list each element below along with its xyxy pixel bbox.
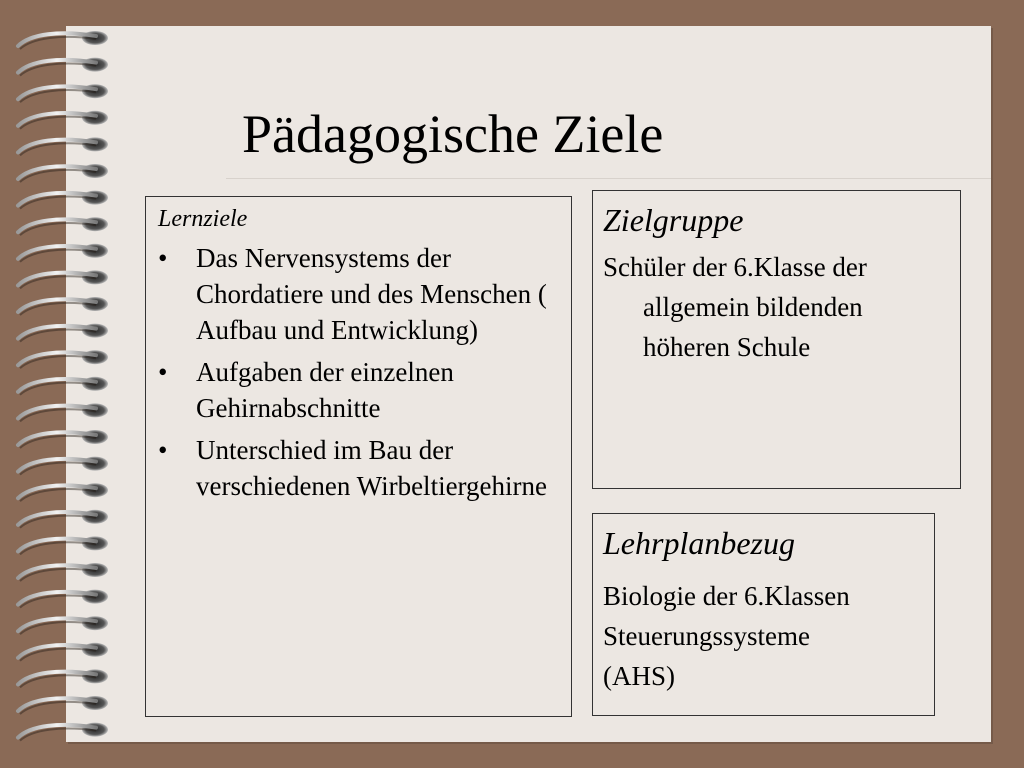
list-item bbox=[158, 240, 559, 348]
lehrplanbezug-box bbox=[592, 513, 935, 716]
binding-ring bbox=[18, 164, 108, 182]
binding-ring bbox=[18, 403, 108, 421]
page-title: Pädagogische Ziele bbox=[242, 104, 664, 164]
spiral-binding-icon bbox=[0, 8, 132, 748]
binding-ring bbox=[18, 590, 108, 608]
binding-ring bbox=[18, 191, 108, 209]
binding-ring bbox=[18, 563, 108, 581]
zielgruppe-text: Schüler der 6.Klasse der allgemein bildenden höheren Schule bbox=[603, 252, 867, 363]
bullet-icon: • bbox=[158, 242, 168, 273]
binding-ring bbox=[18, 58, 108, 76]
zielgruppe-heading: Zielgruppe bbox=[603, 202, 744, 238]
binding-ring bbox=[18, 457, 108, 475]
lehrplanbezug-line: Steuerungssysteme bbox=[603, 621, 810, 652]
binding-ring bbox=[18, 84, 108, 102]
binding-ring bbox=[18, 510, 108, 528]
bullet-icon: • bbox=[158, 356, 168, 387]
binding-ring bbox=[18, 324, 108, 342]
binding-ring bbox=[18, 137, 108, 155]
title-divider bbox=[226, 178, 991, 179]
lernziele-list bbox=[158, 240, 559, 504]
list-item bbox=[158, 354, 559, 426]
binding-ring bbox=[18, 377, 108, 395]
lehrplanbezug-line: (AHS) bbox=[603, 661, 675, 692]
lernziele-box bbox=[145, 196, 572, 717]
zielgruppe-box bbox=[592, 190, 961, 489]
binding-ring bbox=[18, 350, 108, 368]
binding-ring bbox=[18, 483, 108, 501]
binding-ring bbox=[18, 430, 108, 448]
binding-ring bbox=[18, 270, 108, 288]
binding-ring bbox=[18, 536, 108, 554]
list-item bbox=[158, 432, 559, 504]
notebook-page bbox=[66, 26, 991, 742]
lehrplanbezug-text bbox=[603, 576, 924, 696]
binding-ring bbox=[18, 111, 108, 129]
binding-ring bbox=[18, 31, 108, 49]
binding-ring bbox=[18, 616, 108, 634]
binding-ring bbox=[18, 723, 108, 741]
bullet-icon: • bbox=[158, 434, 168, 465]
binding-ring bbox=[18, 244, 108, 262]
binding-ring bbox=[18, 643, 108, 661]
binding-ring bbox=[18, 297, 108, 315]
binding-ring bbox=[18, 217, 108, 235]
list-item-text: Das Nervensystems der Chordatiere und des Menschen ( Aufbau und Entwicklung) bbox=[196, 242, 547, 345]
binding-ring bbox=[18, 669, 108, 687]
lehrplanbezug-line: Biologie der 6.Klassen bbox=[603, 581, 850, 612]
list-item-text: Unterschied im Bau der verschiedenen Wirbeltiergehirne bbox=[196, 434, 548, 501]
list-item-text: Aufgaben der einzelnen Gehirnabschnitte bbox=[196, 356, 454, 423]
binding-ring bbox=[18, 696, 108, 714]
lehrplanbezug-heading: Lehrplanbezug bbox=[603, 525, 795, 561]
lernziele-heading: Lernziele bbox=[158, 206, 248, 232]
